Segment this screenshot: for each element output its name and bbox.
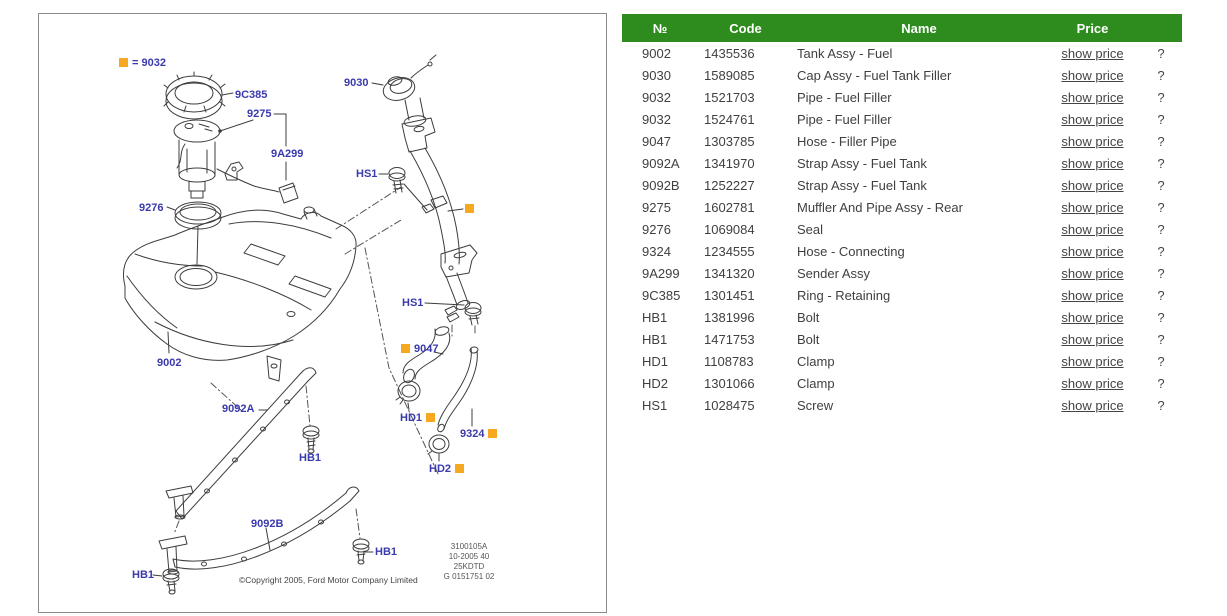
part-ref: 9A299 <box>642 265 680 281</box>
stamp-line: 3100105A <box>450 542 488 551</box>
orange-marker-icon <box>455 464 464 473</box>
price-help-link[interactable]: ? <box>1157 309 1165 325</box>
price-help-link[interactable]: ? <box>1157 375 1165 391</box>
show-price-link[interactable]: show price <box>1061 133 1124 149</box>
price-help-link[interactable]: ? <box>1157 177 1165 193</box>
fuel-tank-drawing <box>123 207 356 381</box>
callout-9276: 9276 <box>139 202 164 214</box>
part-code: 1381996 <box>704 309 755 325</box>
part-ref: 9032 <box>642 89 671 105</box>
screw-upper-drawing <box>389 168 434 214</box>
show-price-link[interactable]: show price <box>1061 353 1124 369</box>
orange-marker-icon <box>488 429 497 438</box>
part-code: 1301066 <box>704 375 755 391</box>
table-row <box>622 42 1182 64</box>
header-name: Name <box>793 14 1045 42</box>
part-name: Pipe - Fuel Filler <box>797 111 892 127</box>
part-code: 1069084 <box>704 221 755 237</box>
header-spacer <box>1140 14 1182 42</box>
show-price-link[interactable]: show price <box>1061 397 1124 413</box>
part-name: Screw <box>797 397 834 413</box>
orange-marker-icon <box>426 413 435 422</box>
price-help-link[interactable]: ? <box>1157 111 1165 127</box>
part-ref: 9032 <box>642 111 671 127</box>
legend-9032: = 9032 <box>119 57 166 69</box>
strap-b-drawing <box>159 487 359 574</box>
leader-lines <box>153 83 472 576</box>
table-row <box>622 130 1182 152</box>
callout-hb1-bottom-left: HB1 <box>132 569 155 581</box>
part-code: 1108783 <box>704 353 754 369</box>
part-name: Hose - Connecting <box>797 243 905 259</box>
part-code: 1234555 <box>704 243 755 259</box>
screw-lower-drawing <box>445 303 481 326</box>
table-row <box>622 262 1182 284</box>
bolt-bottom-left-drawing <box>163 569 179 594</box>
show-price-link[interactable]: show price <box>1061 375 1124 391</box>
table-header-row <box>622 14 1182 42</box>
stamp-line: 10-2005 40 <box>448 552 490 561</box>
retaining-ring-drawing <box>164 72 225 119</box>
callout-hs1-upper: HS1 <box>356 168 378 180</box>
seal-ring-drawing <box>175 202 221 264</box>
show-price-link[interactable]: show price <box>1061 199 1124 215</box>
part-name: Ring - Retaining <box>797 287 891 303</box>
diagram-panel <box>38 13 607 613</box>
table-row <box>622 372 1182 394</box>
callout-9c385: 9C385 <box>235 89 268 101</box>
parts-table-panel <box>622 14 1182 416</box>
part-ref: HB1 <box>642 309 668 325</box>
part-code: 1471753 <box>704 331 755 347</box>
stamp-block <box>427 542 511 582</box>
clamp-hd2-drawing <box>428 435 449 454</box>
show-price-link[interactable]: show price <box>1061 287 1124 303</box>
table-row <box>622 218 1182 240</box>
table-row <box>622 306 1182 328</box>
price-help-link[interactable]: ? <box>1157 287 1165 303</box>
show-price-link[interactable]: show price <box>1061 155 1124 171</box>
part-name: Clamp <box>797 353 835 369</box>
part-ref: 9324 <box>642 243 671 259</box>
part-code: 1524761 <box>704 111 755 127</box>
table-row <box>622 240 1182 262</box>
callout-9002: 9002 <box>157 357 182 369</box>
parts-table <box>622 14 1182 416</box>
callout-hd1: HD1 <box>400 412 435 424</box>
show-price-link[interactable]: show price <box>1061 45 1124 61</box>
price-help-link[interactable]: ? <box>1157 67 1165 83</box>
show-price-link[interactable]: show price <box>1061 177 1124 193</box>
part-ref: 9092A <box>642 155 680 171</box>
callout-hd2: HD2 <box>429 463 464 475</box>
price-help-link[interactable]: ? <box>1157 89 1165 105</box>
part-ref: 9030 <box>642 67 671 83</box>
show-price-link[interactable]: show price <box>1061 67 1124 83</box>
clamp-hd1-drawing <box>396 381 420 404</box>
part-code: 1303785 <box>704 133 755 149</box>
part-ref: HD2 <box>642 375 669 391</box>
stamp-line: G 0151751 02 <box>443 572 495 581</box>
table-row <box>622 174 1182 196</box>
part-code: 1341320 <box>704 265 755 281</box>
part-code: 1589085 <box>704 67 755 83</box>
show-price-link[interactable]: show price <box>1061 89 1124 105</box>
table-row <box>622 86 1182 108</box>
header-price: Price <box>1045 14 1140 42</box>
parts-table-body <box>622 42 1182 416</box>
part-name: Muffler And Pipe Assy - Rear <box>797 199 963 215</box>
callout-9275: 9275 <box>247 108 272 120</box>
fuel-pump-module-drawing <box>174 120 298 203</box>
part-ref: 9276 <box>642 221 671 237</box>
bolt-middle-drawing <box>303 426 319 453</box>
header-no: № <box>622 14 698 42</box>
part-ref: HS1 <box>642 397 668 413</box>
show-price-link[interactable]: show price <box>1061 309 1124 325</box>
part-code: 1435536 <box>704 45 755 61</box>
price-help-link[interactable]: ? <box>1157 353 1165 369</box>
part-name: Bolt <box>797 331 820 347</box>
part-name: Clamp <box>797 375 835 391</box>
part-name: Hose - Filler Pipe <box>797 133 897 149</box>
part-ref: 9047 <box>642 133 671 149</box>
table-row <box>622 350 1182 372</box>
table-row <box>622 328 1182 350</box>
fuel-system-exploded-drawing <box>39 14 606 612</box>
copyright-text: ©Copyright 2005, Ford Motor Company Limited <box>239 575 418 585</box>
part-code: 1521703 <box>704 89 755 105</box>
table-row <box>622 64 1182 86</box>
part-name: Bolt <box>797 309 820 325</box>
show-price-link[interactable]: show price <box>1061 243 1124 259</box>
part-name: Seal <box>797 221 824 237</box>
stamp-line: 25KDTD <box>453 562 485 571</box>
callout-9047: 9047 <box>401 343 438 355</box>
part-ref: HB1 <box>642 331 668 347</box>
price-help-link[interactable]: ? <box>1157 265 1165 281</box>
price-help-link[interactable]: ? <box>1157 243 1165 259</box>
callout-9092a: 9092A <box>222 403 255 415</box>
price-help-link[interactable]: ? <box>1157 45 1165 61</box>
strap-a-drawing <box>166 368 316 519</box>
part-code: 1301451 <box>704 287 755 303</box>
show-price-link[interactable]: show price <box>1061 265 1124 281</box>
show-price-link[interactable]: show price <box>1061 221 1124 237</box>
part-code: 1252227 <box>704 177 755 193</box>
orange-marker-icon <box>119 58 128 67</box>
part-code: 1341970 <box>704 155 755 171</box>
price-help-link[interactable]: ? <box>1157 331 1165 347</box>
table-row <box>622 152 1182 174</box>
orange-marker-icon <box>401 344 410 353</box>
table-row <box>622 108 1182 130</box>
callout-9030: 9030 <box>344 77 369 89</box>
table-row <box>622 284 1182 306</box>
part-ref: HD1 <box>642 353 669 369</box>
part-name: Strap Assy - Fuel Tank <box>797 155 927 171</box>
price-help-link[interactable]: ? <box>1157 199 1165 215</box>
part-name: Sender Assy <box>797 265 870 281</box>
part-name: Cap Assy - Fuel Tank Filler <box>797 67 952 83</box>
table-row <box>622 394 1182 416</box>
fuel-cap-drawing <box>381 55 436 104</box>
part-name: Strap Assy - Fuel Tank <box>797 177 927 193</box>
show-price-link[interactable]: show price <box>1061 331 1124 347</box>
table-row <box>622 196 1182 218</box>
part-ref: 9002 <box>642 45 671 61</box>
callout-hb1-right: HB1 <box>375 546 398 558</box>
callout-9324: 9324 <box>460 428 497 440</box>
part-code: 1602781 <box>704 199 755 215</box>
price-help-link[interactable]: ? <box>1157 155 1165 171</box>
part-name: Tank Assy - Fuel <box>797 45 893 61</box>
part-ref: 9C385 <box>642 287 681 303</box>
part-ref: 9275 <box>642 199 671 215</box>
price-help-link[interactable]: ? <box>1157 221 1165 237</box>
show-price-link[interactable]: show price <box>1061 111 1124 127</box>
part-name: Pipe - Fuel Filler <box>797 89 892 105</box>
callout-9a299: 9A299 <box>271 148 304 160</box>
callout-hb1-middle: HB1 <box>299 452 322 464</box>
part-code: 1028475 <box>704 397 755 413</box>
callout-9092b: 9092B <box>251 518 284 530</box>
price-help-link[interactable]: ? <box>1157 397 1165 413</box>
orange-marker-icon <box>465 204 474 213</box>
header-code: Code <box>698 14 793 42</box>
price-help-link[interactable]: ? <box>1157 133 1165 149</box>
part-ref: 9092B <box>642 177 680 193</box>
callout-hs1-lower: HS1 <box>402 297 424 309</box>
